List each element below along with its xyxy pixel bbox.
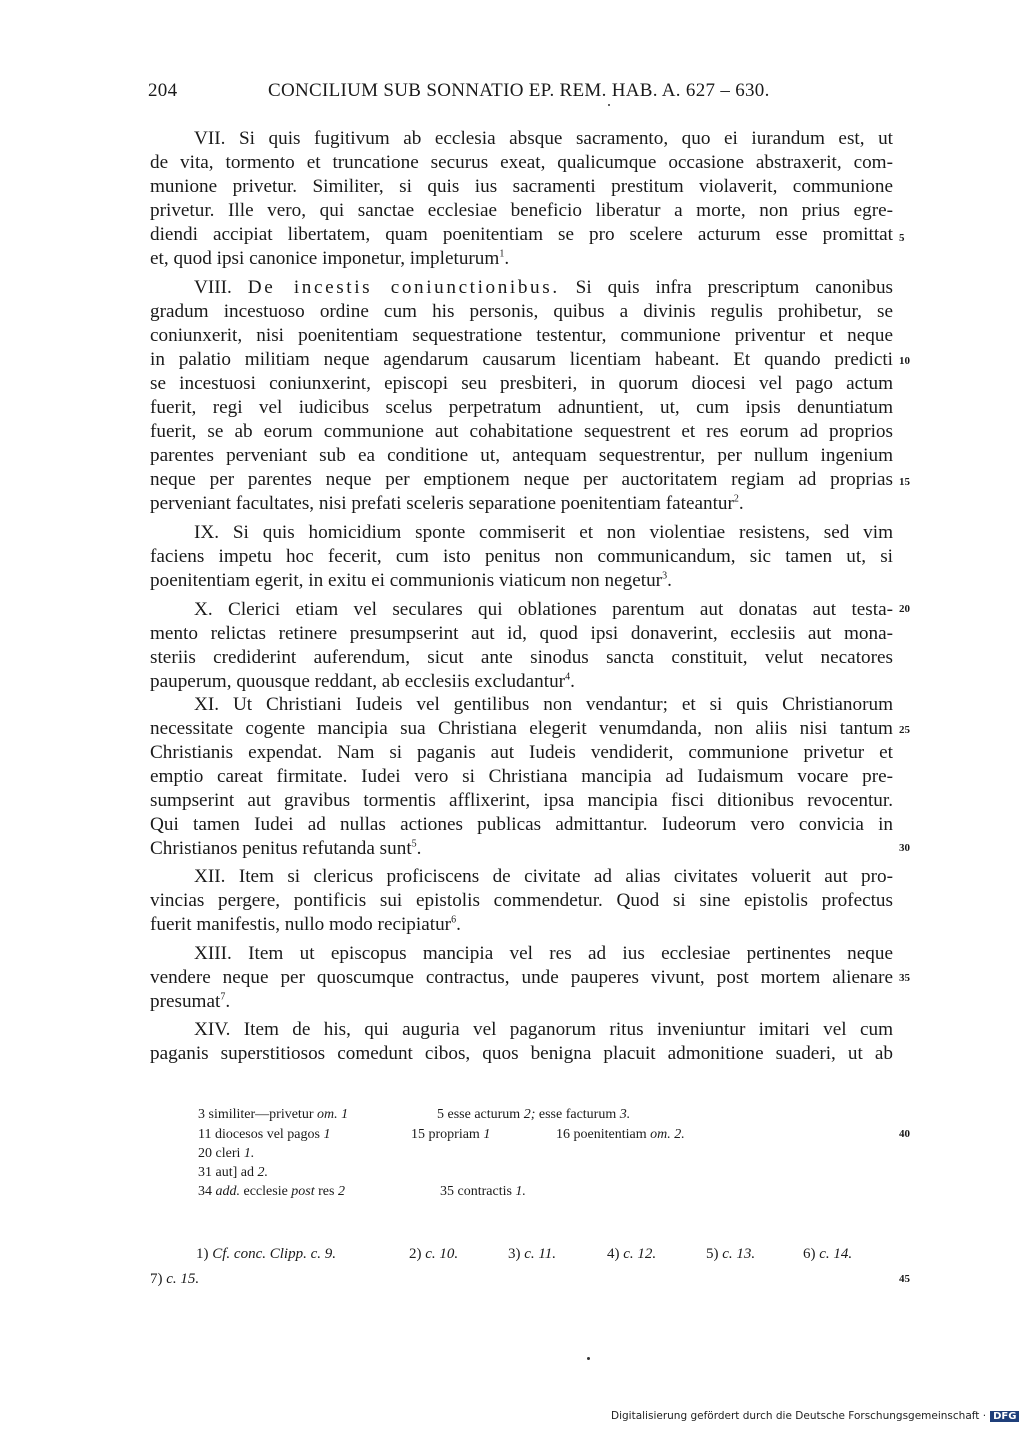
text-line xyxy=(194,277,893,299)
text-line: in palatio militiam neque agendarum causarum licentiam habeant. Et quando predicti xyxy=(150,349,893,370)
apparatus-entry: 31 aut] ad 2. xyxy=(198,1165,268,1180)
scan-speck xyxy=(608,104,610,106)
footnote-ref: 4 xyxy=(565,671,571,683)
line-text: poenitentiam egerit, in exitu ei communionis viaticum non negetur xyxy=(150,570,663,591)
text-line xyxy=(194,943,893,965)
canon-number: VII. xyxy=(194,128,226,149)
text-line: paganis superstitiosos comedunt cibos, quos benigna placuit admonitione suaderi, ut ab xyxy=(150,1043,893,1064)
footnote: 1) Cf. conc. Clipp. c. 9. xyxy=(196,1246,336,1262)
line-text: Item ut episcopus mancipia vel res ad ius ecclesiae pertinentes neque xyxy=(248,943,893,964)
text-line xyxy=(194,866,893,888)
punct: . xyxy=(456,914,461,935)
canon-number: IX. xyxy=(194,522,220,543)
line-number: 10 xyxy=(899,355,910,367)
text-line: neque per parentes neque per emptionem neque per auctoritatem regiam ad proprias xyxy=(150,469,893,490)
punct: . xyxy=(416,838,422,859)
text-line: diendi accipiat libertatem, quam poenitentiam se pro scelere acturum esse promittat xyxy=(150,224,893,245)
apparatus-entry: 3 similiter—privetur om. 1 xyxy=(198,1107,349,1122)
text-line xyxy=(194,522,893,544)
apparatus-entry: 34 add. ecclesie post res 2 xyxy=(198,1184,345,1199)
punct: . xyxy=(738,493,744,514)
text-line: coniunxerit, nisi poenitentiam sequestratione testentur, communione priventur et neque xyxy=(150,325,893,346)
line-text: Si quis homicidium sponte commiserit et non violentiae resistens, sed vim xyxy=(232,522,893,543)
footnote: 3) c. 11. xyxy=(508,1246,557,1262)
line-text: presumat xyxy=(150,991,221,1012)
line-text: Si quis fugitivum ab ecclesia absque sacramento, quo ei iurandum est, ut xyxy=(238,128,894,149)
canon-number: XII. xyxy=(194,866,226,887)
text-line: fuerit, se ab eorum communione aut cohabitatione sequestrent et res eorum ad proprios xyxy=(150,421,893,442)
text-line: Christianis expendat. Nam si paganis aut Iudeis vendiderit, communione privetur et xyxy=(150,742,893,763)
text-line: mento relictas retinere presumpserint aut id, quod ipsi donaverint, ecclesiis aut mona- xyxy=(150,623,893,644)
footnote-ref: 6 xyxy=(451,914,457,926)
canon-number: X. xyxy=(194,599,213,620)
line-number: 30 xyxy=(899,842,910,854)
line-number: 20 xyxy=(899,603,910,615)
canon-number: XIII. xyxy=(194,943,232,964)
scan-speck xyxy=(587,1357,590,1360)
text-line: fuerit, regi vel iudicibus scelus perpetratum adnuntient, ut, cum ipsis denuntiatum xyxy=(150,397,893,418)
text-line: parentes perveniant sub ea conditione ut, antequam sequestrentur, per nullum ingenium xyxy=(150,445,893,466)
page-number: 204 xyxy=(148,80,178,101)
line-text: et, quod ipsi canonice imponetur, impleturum xyxy=(150,248,500,269)
running-title: CONCILIUM SUB SONNATIO EP. REM. HAB. A. 627 – 630. xyxy=(268,80,770,101)
canon-number: VIII. xyxy=(194,277,232,298)
text-line: vendere neque per quoscumque contractus, unde pauperes vivunt, post mortem alienare xyxy=(150,967,893,988)
footnote: 6) c. 14. xyxy=(803,1246,853,1262)
text-line xyxy=(150,914,893,936)
canon-title: De incestis coniunctionibus. xyxy=(247,277,560,298)
apparatus-entry: 11 diocesos vel pagos 1 xyxy=(198,1127,331,1142)
text-line xyxy=(150,671,893,693)
text-line xyxy=(150,838,893,860)
line-text: Item si clericus proficiscens de civitate ad alias civitates voluerit aut pro- xyxy=(238,866,894,887)
apparatus-entry: 16 poenitentiam om. 2. xyxy=(556,1127,685,1142)
canon-number: XIV. xyxy=(194,1019,231,1040)
footnote: 2) c. 10. xyxy=(409,1246,459,1262)
line-text: Clerici etiam vel seculares qui oblationes parentum aut donatas aut testa- xyxy=(228,599,894,620)
apparatus-entry: 15 propriam 1 xyxy=(411,1127,491,1142)
apparatus-entry: 20 cleri 1. xyxy=(198,1146,255,1161)
text-line: faciens impetu hoc fecerit, cum isto penitus non communicandum, sic tamen ut, si xyxy=(150,546,893,567)
text-line: sumpserint aut gravibus tormentis afflixerint, ipsa mancipia fisci ditionibus revocentur. xyxy=(150,790,893,811)
apparatus-entry: 5 esse acturum 2; esse facturum 3. xyxy=(437,1107,631,1122)
line-text: Christianos penitus refutanda sunt xyxy=(150,838,412,859)
text-line xyxy=(150,493,893,515)
funding-note xyxy=(611,1410,1019,1422)
text-line xyxy=(194,694,893,716)
punct: . xyxy=(504,248,510,269)
text-line: de vita, tormento et truncatione securus exeat, qualicumque occasione abstraxerit, com- xyxy=(150,152,893,173)
text-line xyxy=(194,128,893,150)
line-text: fuerit manifestis, nullo modo recipiatur xyxy=(150,914,452,935)
text-line: Qui tamen Iudei ad nullas actiones publicas admittantur. Iudeorum vero convicia in xyxy=(150,814,893,835)
line-text: Ut Christiani Iudeis vel gentilibus non vendantur; et si quis Christianorum xyxy=(232,694,894,715)
text-line: vincias pergere, pontificis sui epistolis commendetur. Quod si sine epistolis profectus xyxy=(150,890,893,911)
apparatus-entry: 35 contractis 1. xyxy=(440,1184,526,1199)
text-line: se incestuosi coniunxerint, episcopi seu presbiteri, in quorum diocesi vel pago actum xyxy=(150,373,893,394)
text-line xyxy=(150,570,893,592)
line-number: 5 xyxy=(899,232,905,244)
footnote-ref: 1 xyxy=(499,248,505,260)
text-line xyxy=(194,1019,893,1041)
text-line: steriis crediderint auferendum, sicut ante sinodus sancta constituit, velut necatores xyxy=(150,647,893,668)
dfg-logo: DFG xyxy=(990,1411,1019,1422)
text-line: necessitate cogente mancipia sua Christiana elegerit venumdanda, non aliis nisi tantum xyxy=(150,718,893,739)
line-text: perveniant facultates, nisi prefati sceleris separatione poenitentiam fateantur xyxy=(150,493,734,514)
footnote-ref: 5 xyxy=(411,838,417,850)
line-number: 25 xyxy=(899,724,910,736)
text-line xyxy=(150,248,893,270)
funding-text: Digitalisierung gefördert durch die Deutsche Forschungsgemeinschaft · xyxy=(611,1410,987,1422)
line-text: pauperum, quousque reddant, ab ecclesiis excludantur xyxy=(150,671,566,692)
text-line: gradum incestuoso ordine cum his personis, quibus a divinis regulis prohibetur, se xyxy=(150,301,893,322)
footnote: 7) c. 15. xyxy=(150,1271,200,1287)
footnote-ref: 2 xyxy=(733,493,739,505)
text-line: emptio careat firmitate. Iudei vero si Christiana mancipia ad Iudaismum vocare pre- xyxy=(150,766,893,787)
text-line xyxy=(194,599,893,621)
line-number: 35 xyxy=(899,972,910,984)
footnote-ref: 3 xyxy=(662,570,668,582)
canon-number: XI. xyxy=(194,694,220,715)
footnote: 4) c. 12. xyxy=(607,1246,657,1262)
line-number: 40 xyxy=(899,1128,910,1140)
line-text: Si quis infra prescriptum canonibus xyxy=(575,277,894,298)
punct: . xyxy=(570,671,575,692)
footnote: 5) c. 13. xyxy=(706,1246,756,1262)
line-number: 15 xyxy=(899,476,910,488)
punct: . xyxy=(225,991,231,1012)
text-line xyxy=(150,991,893,1013)
punct: . xyxy=(667,570,672,591)
footnote-ref: 7 xyxy=(220,991,226,1003)
line-text: Item de his, qui auguria vel paganorum ritus inveniuntur imitari vel cum xyxy=(243,1019,893,1040)
text-line: munione privetur. Similiter, si quis ius sacramenti prestitum violaverit, communione xyxy=(150,176,893,197)
line-number: 45 xyxy=(899,1273,910,1285)
text-line: privetur. Ille vero, qui sanctae ecclesiae beneficio liberatur a morte, non prius egre- xyxy=(150,200,893,221)
